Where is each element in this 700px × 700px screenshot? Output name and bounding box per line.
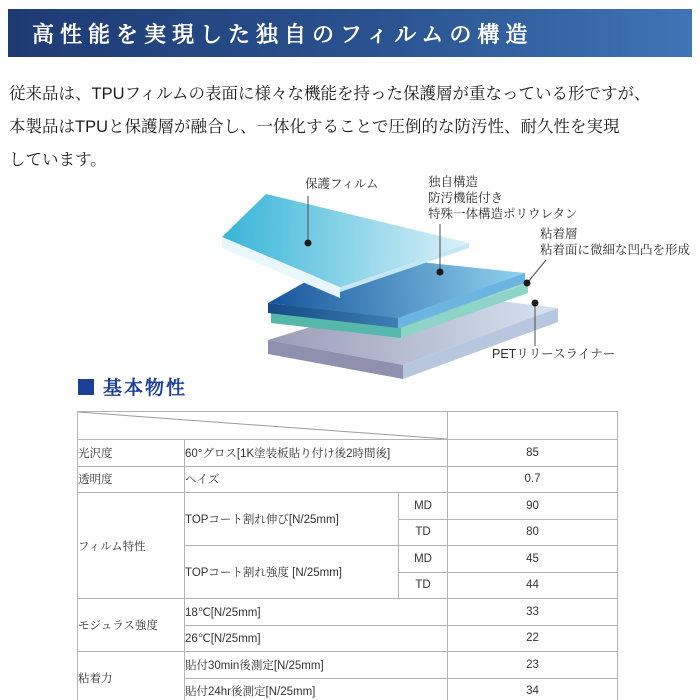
category-cell: 粘着力 xyxy=(78,652,185,700)
value-cell: 34 xyxy=(448,678,618,700)
diagonal-line xyxy=(78,412,447,439)
table-row xyxy=(78,493,618,520)
page-title: 高性能を実現した独自のフィルムの構造 xyxy=(32,21,534,47)
label-unique-structure-line2: 防汚機能付き xyxy=(428,191,504,205)
label-adhesive-layer xyxy=(540,226,690,258)
category-cell: フィルム特性 xyxy=(78,493,185,599)
direction-cell: TD xyxy=(399,519,448,546)
table-row xyxy=(78,466,618,493)
label-adhesive-line2: 粘着面に微細な凹凸を形成 xyxy=(540,243,691,257)
value-cell: 22 xyxy=(448,625,618,652)
value-cell: 80 xyxy=(448,519,618,546)
value-cell: 44 xyxy=(448,572,618,599)
category-cell: モジュラス強度 xyxy=(78,599,185,652)
value-cell: 23 xyxy=(448,652,618,679)
table-header-row xyxy=(78,412,618,440)
section-bullet-square-icon xyxy=(78,379,94,395)
label-unique-structure-line3: 特殊一体構造ポリウレタン xyxy=(428,207,578,221)
value-cell: 45 xyxy=(448,546,618,573)
direction-cell: TD xyxy=(399,572,448,599)
intro-line-3: しています。 xyxy=(9,151,107,169)
test-cell: 18℃[N/25mm] xyxy=(185,599,448,626)
value-cell: 90 xyxy=(448,493,618,520)
title-banner xyxy=(8,9,692,57)
intro-line-2: 本製品はTPUと保護層が融合し、一体化することで圧倒的な防汚性、耐久性を実現 xyxy=(9,118,620,136)
category-cell: 光沢度 xyxy=(78,440,185,467)
table-corner-cell xyxy=(78,412,448,440)
test-cell: TOPコート割れ伸び[N/25mm] xyxy=(185,493,399,546)
label-unique-structure xyxy=(428,174,578,222)
film-structure-diagram xyxy=(0,170,700,382)
test-cell: ヘイズ xyxy=(185,466,448,493)
label-protective-film: 保護フィルム xyxy=(305,177,379,191)
value-cell: 33 xyxy=(448,599,618,626)
test-cell: 貼付24hr後測定[N/25mm] xyxy=(185,678,448,700)
category-cell: 透明度 xyxy=(78,466,185,493)
label-pet-liner: PETリリースライナー xyxy=(492,347,616,361)
table-row xyxy=(78,652,618,679)
intro-line-1: 従来品は、TPUフィルムの表面に様々な機能を持った保護層が重なっている形ですが、 xyxy=(9,85,651,103)
basic-properties-table xyxy=(77,411,618,700)
direction-cell: MD xyxy=(399,493,448,520)
section-title: 基本物性 xyxy=(103,378,188,399)
intro-paragraph xyxy=(9,78,697,177)
direction-cell: MD xyxy=(399,546,448,573)
value-cell: 85 xyxy=(448,440,618,467)
test-cell: 60°グロス[1K塗装板貼り付け後2時間後] xyxy=(185,440,448,467)
table-row xyxy=(78,440,618,467)
section-heading xyxy=(78,373,187,400)
test-cell: TOPコート割れ強度 [N/25mm] xyxy=(185,546,399,599)
table-row xyxy=(78,599,618,626)
product-column-header: ECHELON Headlight PPF xyxy=(448,412,618,440)
value-cell: 0.7 xyxy=(448,466,618,493)
test-cell: 貼付30min後測定[N/25mm] xyxy=(185,652,448,679)
test-cell: 26℃[N/25mm] xyxy=(185,625,448,652)
label-adhesive-line1: 粘着層 xyxy=(540,227,578,241)
label-unique-structure-line1: 独自構造 xyxy=(428,175,479,189)
